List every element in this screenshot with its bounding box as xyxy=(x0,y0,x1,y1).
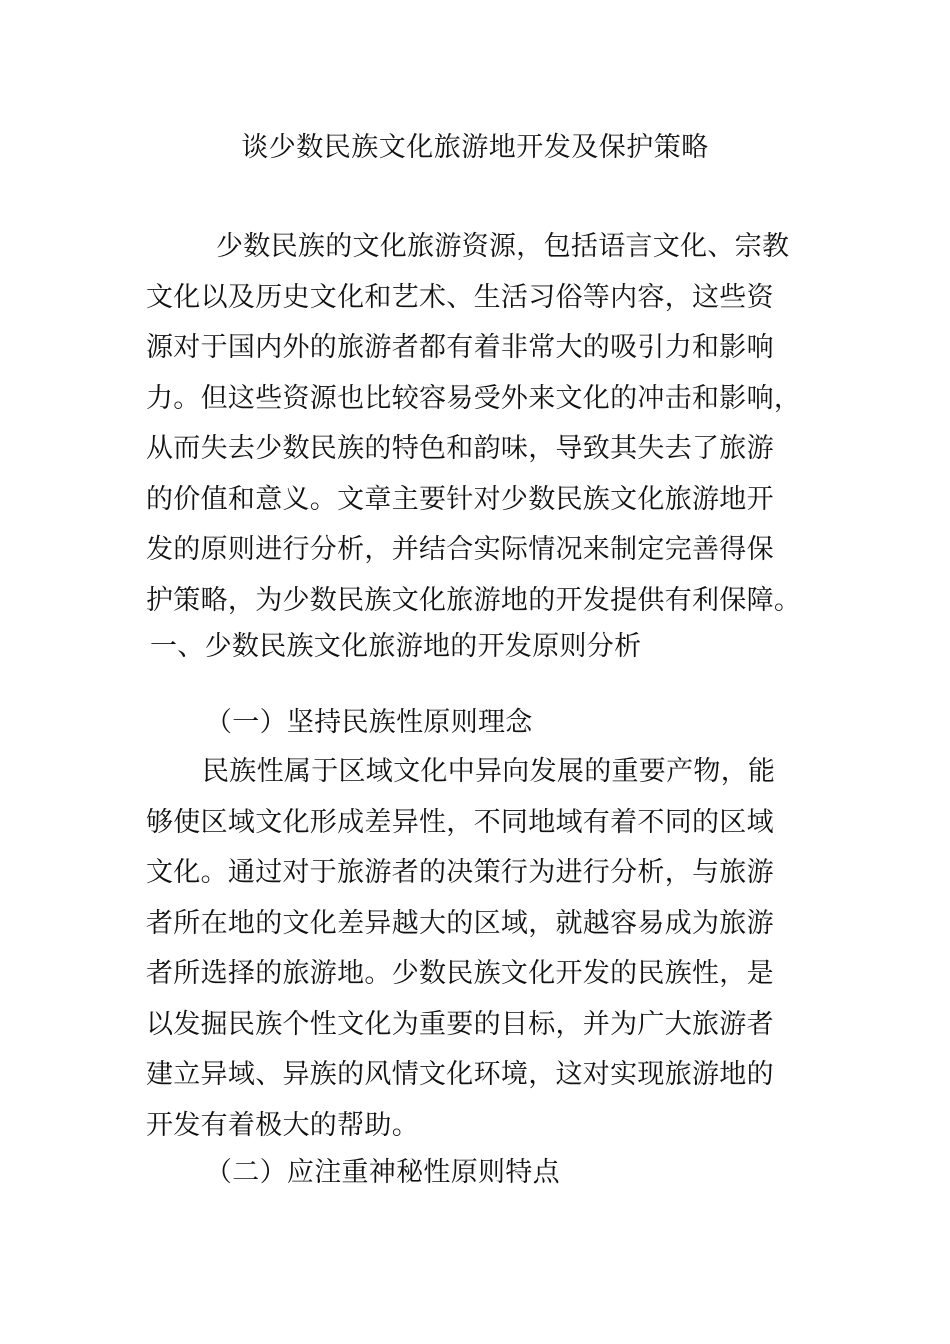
subsection-heading-text: （一）坚持民族性原则理念 xyxy=(205,707,533,738)
subsection-heading xyxy=(205,1148,885,1199)
paragraph-line: 民族性属于区域文化中异向发展的重要产物，能 xyxy=(202,756,776,787)
paragraph-line: 力。但这些资源也比较容易受外来文化的冲击和影响， xyxy=(146,382,802,414)
paragraph-line: 发的原则进行分析，并结合实际情况来制定完善得保 xyxy=(146,534,774,565)
paragraph-line: 文化。通过对于旅游者的决策行为进行分析，与旅游 xyxy=(146,857,774,888)
paragraph-line: 者所在地的文化差异越大的区域，就越容易成为旅游 xyxy=(146,907,774,939)
paragraph-line: 开发有着极大的帮助。 xyxy=(146,1109,419,1141)
subsection-paragraph xyxy=(146,747,826,1151)
paragraph-line: 源对于国内外的旅游者都有着非常大的吸引力和影响 xyxy=(146,332,774,363)
paragraph-line: 的价值和意义。文章主要针对少数民族文化旅游地开 xyxy=(146,483,774,515)
paragraph-line: 建立异域、异族的风情文化环境，这对实现旅游地的 xyxy=(146,1059,774,1090)
document-title: 谈少数民族文化旅游地开发及保护策略 xyxy=(241,132,709,163)
paragraph-line: 够使区域文化形成差异性，不同地域有着不同的区域 xyxy=(146,806,774,838)
section-heading-text: 一、少数民族文化旅游地的开发原则分析 xyxy=(150,631,642,662)
paragraph-line: 少数民族的文化旅游资源，包括语言文化、宗教 xyxy=(216,231,790,262)
paragraph-line: 文化以及历史文化和艺术、生活习俗等内容，这些资 xyxy=(146,281,774,313)
paragraph-line: 护策略，为少数民族文化旅游地的开发提供有利保障。 xyxy=(146,584,802,616)
paragraph-line: 从而失去少数民族的特色和韵味，导致其失去了旅游 xyxy=(146,433,774,464)
paragraph-line: 者所选择的旅游地。少数民族文化开发的民族性，是 xyxy=(146,958,774,989)
intro-paragraph xyxy=(146,222,826,626)
subsection-heading xyxy=(205,698,885,749)
paragraph-line: 以发掘民族个性文化为重要的目标，并为广大旅游者 xyxy=(146,1008,774,1040)
section-heading xyxy=(150,622,830,673)
subsection-heading-text: （二）应注重神秘性原则特点 xyxy=(205,1157,560,1188)
